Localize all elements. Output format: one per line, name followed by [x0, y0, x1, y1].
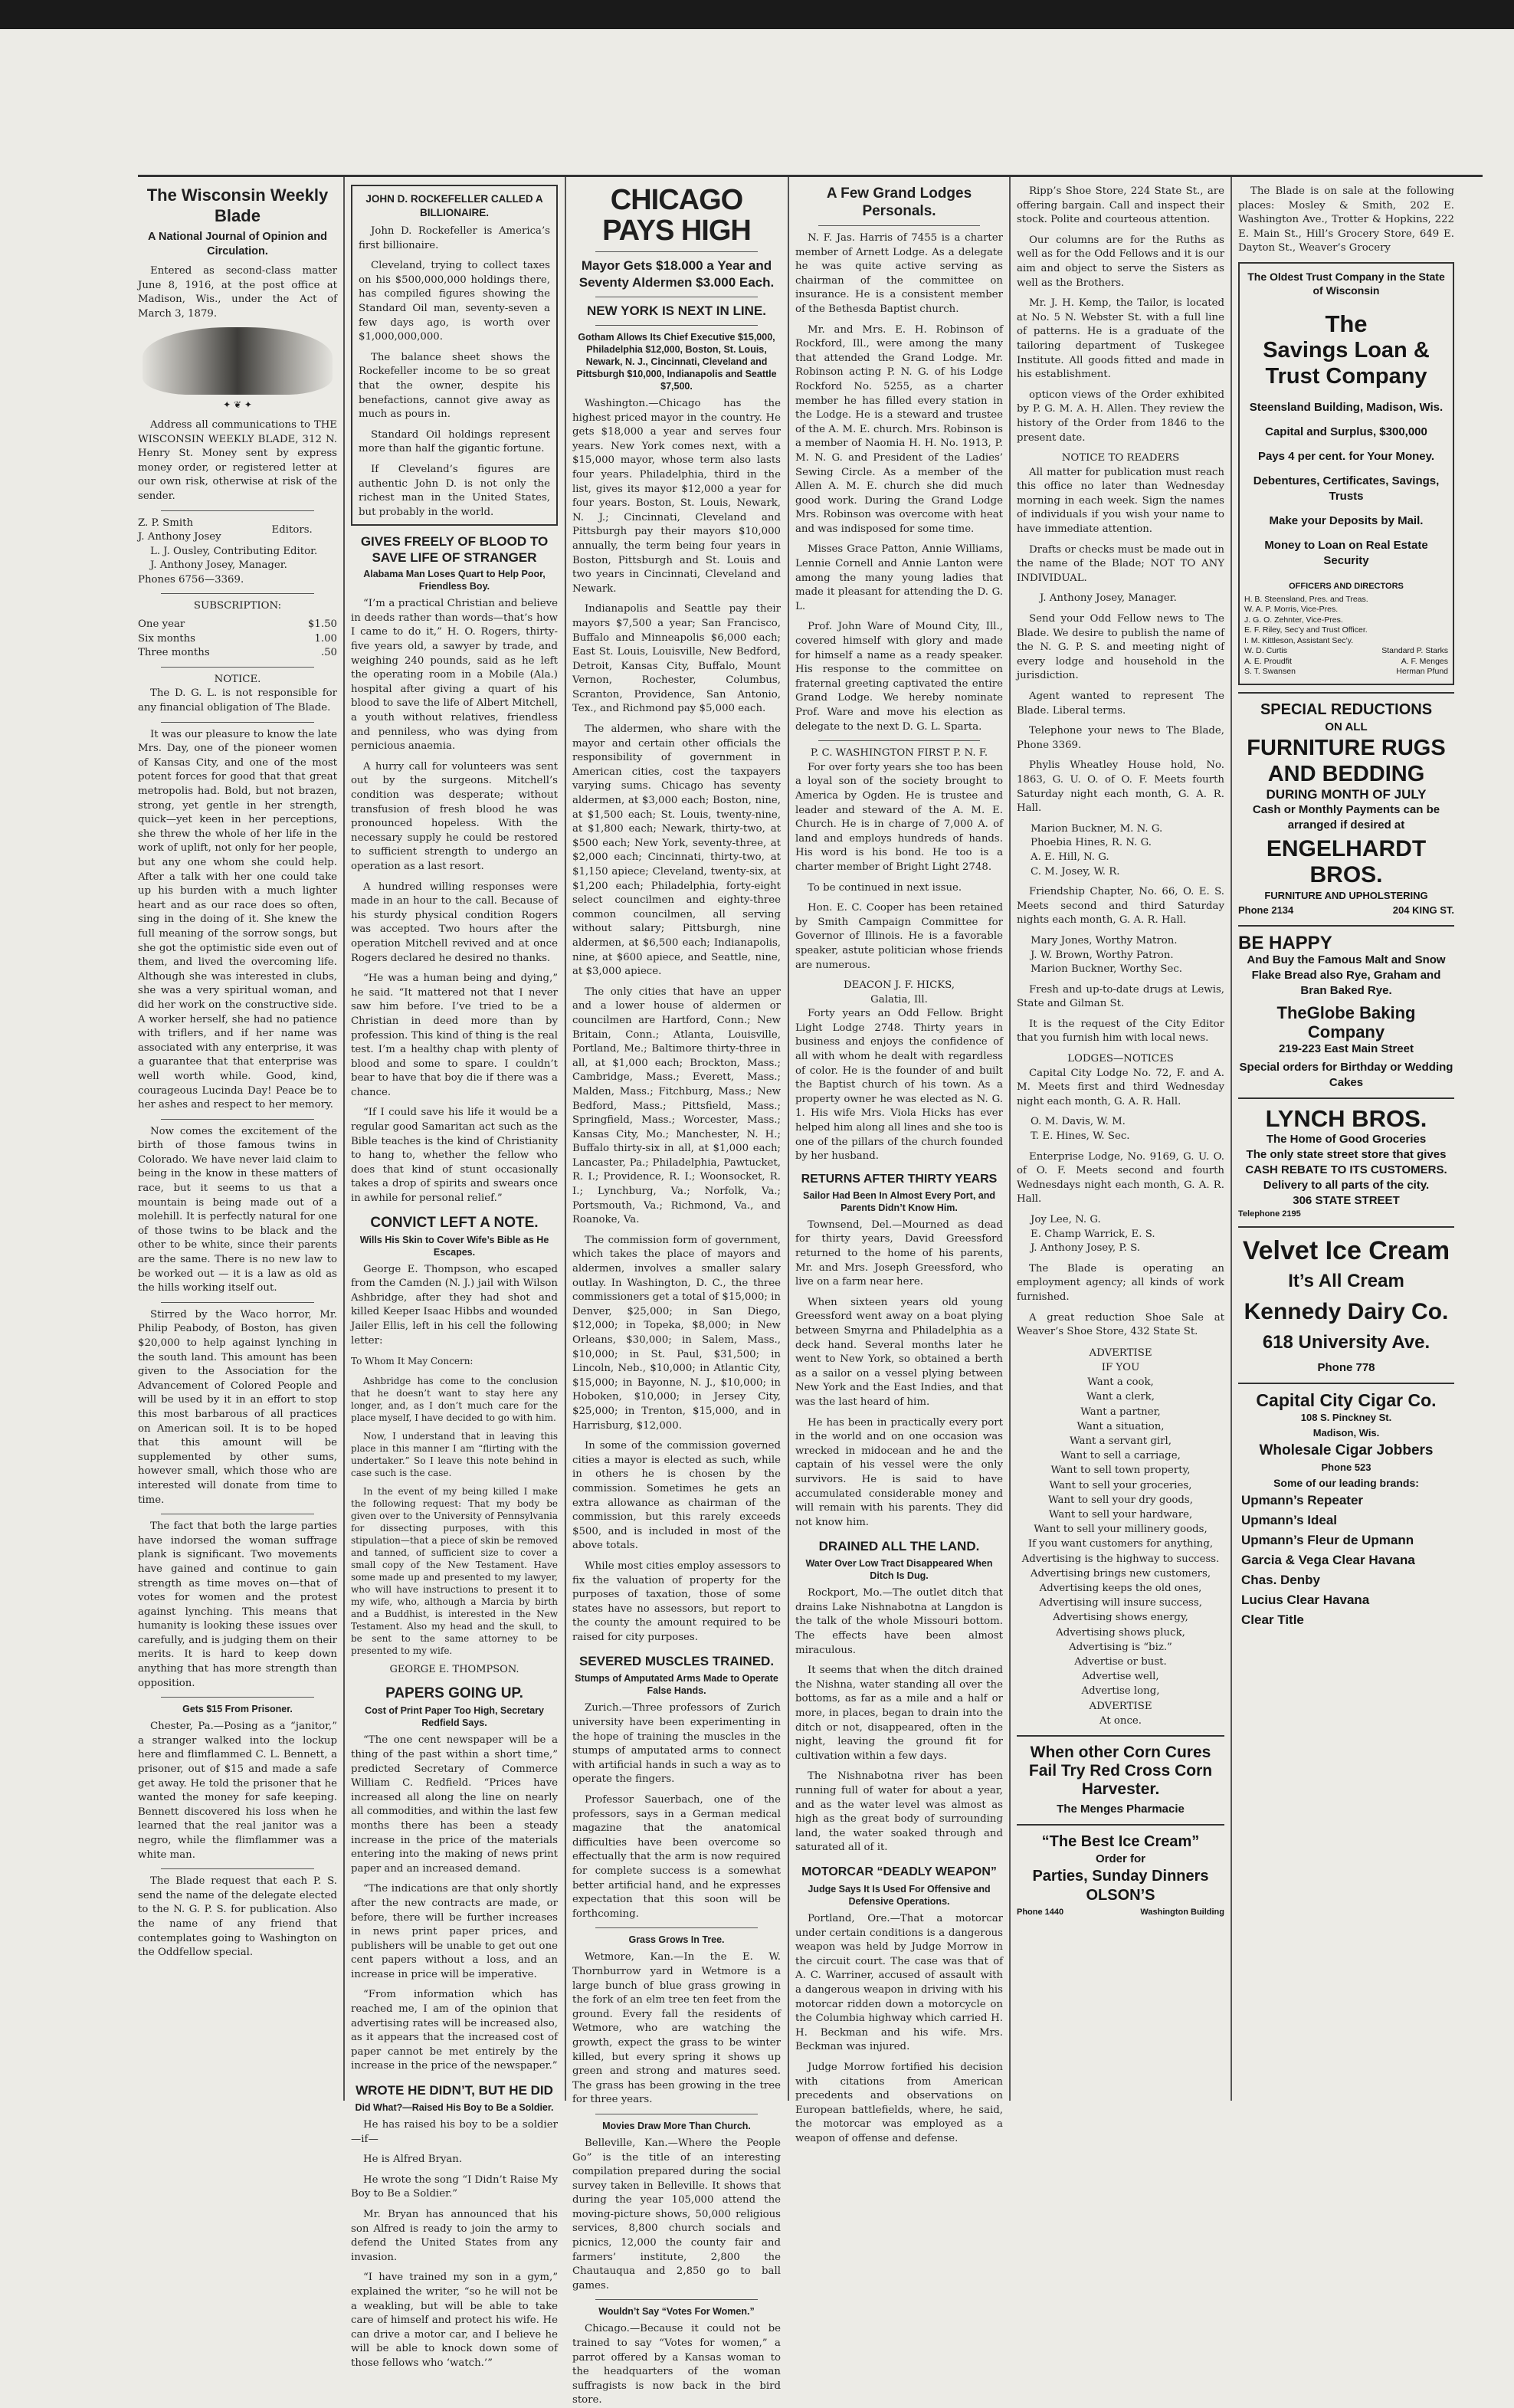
returns-paragraph: He has been in practically every port in the world and on one occasion was wrecked in midocean and he and the captain of his vessel were the only survivors. He is said to have accumulated considerable money and will remain with his parents. They did not know him.: [795, 1416, 1003, 1528]
menges-name: The Menges Pharmacie: [1057, 1803, 1185, 1816]
divider: [161, 1119, 314, 1120]
list-item: Advertising keeps the old ones,: [1039, 1583, 1202, 1594]
rockefeller-paragraph: John D. Rockefeller is America’s first billionaire.: [359, 225, 550, 251]
officer-name: C. M. Josey, W. R.: [1031, 865, 1120, 878]
advertise-list: [1017, 1346, 1224, 1728]
divider: [1238, 692, 1454, 694]
votes-headline: Wouldn’t Say “Votes For Women.”: [598, 2306, 755, 2318]
bank-ad: [1238, 262, 1454, 685]
olson-footer: [1017, 1905, 1224, 1920]
engelhardt-name: ENGELHARDT BROS.: [1266, 835, 1427, 887]
cigar-brands-title: Some of our leading brands:: [1273, 1476, 1419, 1489]
list-item: Want a cook,: [1087, 1376, 1154, 1389]
engelhardt-on-all: ON ALL: [1325, 720, 1368, 733]
wrote-headline: WROTE HE DIDN’T, BUT HE DID: [356, 2083, 553, 2098]
wrote-paragraph: Mr. Bryan has announced that his son Alfred is ready to join the army to defend the United States from any invasion.: [351, 2209, 558, 2263]
divider: [1238, 1383, 1454, 1384]
convict-letter: To Whom It May Concern:: [351, 1356, 474, 1367]
list-item: Lucius Clear Havana: [1241, 1592, 1370, 1607]
drained-paragraph: Rockport, Mo.—The outlet ditch that drains Lake Nishnabotna at Langdon is the talk of the whole Missouri bottom. The effects have been almost miraculous.: [795, 1587, 1003, 1656]
globe-address: 219-223 East Main Street: [1279, 1042, 1414, 1055]
advertise-if: IF YOU: [1101, 1361, 1140, 1373]
engelhardt-address: 204 KING ST.: [1392, 904, 1454, 916]
list-item: If you want customers for anything,: [1027, 1538, 1214, 1550]
officer-name: J. Anthony Josey, P. S.: [1031, 1242, 1140, 1255]
list-item: Want to sell your millinery goods,: [1034, 1524, 1208, 1536]
engelhardt-special: SPECIAL REDUCTIONS: [1260, 700, 1433, 718]
officer-name: T. E. Hines, W. Sec.: [1031, 1130, 1130, 1143]
convict-paragraph: George E. Thompson, who escaped from the Camden (N. J.) jail with Wilson Ashbridge, after they had shot and killed Keeper Isaac Hibbs and wounded Jailer Ellis, left in his cell the following letter:: [351, 1263, 558, 1347]
column-2: [351, 185, 558, 2369]
engelhardt-footer: [1238, 904, 1454, 918]
rockefeller-paragraph: If Cleveland’s figures are authentic John D. is not only the richest man in the United States, but probably in the world.: [359, 463, 550, 518]
column-rule: [343, 177, 345, 2101]
capital-lodge-notice: Capital City Lodge No. 72, F. and A. M. Meets first and third Wednesday night each month, G. A. R. Hall.: [1017, 1067, 1224, 1107]
list-item: Advertising shows energy,: [1053, 1612, 1188, 1624]
phylis-notice: Phylis Wheatley House hold, No. 1863, G. U. O. of O. F. Meets fourth Saturday night each month, G. A. R. Hall.: [1017, 759, 1224, 815]
chicago-subheadline: Mayor Gets $18.000 a Year and Seventy Aldermen $3.000 Each.: [578, 258, 775, 290]
list-item: Garcia & Vega Clear Havana: [1241, 1552, 1415, 1567]
subscription-price: 1.00: [314, 632, 337, 645]
papers-paragraph: “The one cent newspaper will be a thing of the past within a short time,” predicted Secretary of Commerce William C. Redfield. “Prices have increased all along the line on nearly all commodities, and within the last few months there has been a steady increase in the price of the materials entering into the making of news print paper and an increased demand.: [351, 1734, 558, 1875]
officer-name: W. A. P. Morris, Vice-Pres.: [1244, 605, 1339, 615]
column-rule: [565, 177, 566, 2101]
subscription-term: Six months: [138, 632, 195, 645]
engelhardt-goods: FURNITURE RUGS AND BEDDING: [1247, 735, 1446, 786]
advertise-title: ADVERTISE: [1089, 1347, 1152, 1359]
contributing-editor: L. J. Ousley, Contributing Editor.: [150, 545, 318, 557]
washington-paragraph: Hon. E. C. Cooper has been retained by Smith Campaign Committee for Governor of Illinois. He is a favorable speaker, astute politician whose friends are numerous.: [795, 902, 1003, 971]
convict-letter: In the event of my being killed I make the following request: That my body be given over to the University of Pennsylvania for dissecting purposes, with this stipulation—that a piece of skin be removed and tanned, of sufficient size to cover a small copy of the New Testament. Have some made up and presented to my lawyer, who will have instructions to present it to my wife, who, although a Marcia by birth and a Buddhist, is interested in the New Testament. Also my head and the skull, to be sent to the same attorney to be presented to my wife.: [351, 1485, 558, 1656]
officer-name: J. W. Brown, Worthy Patron.: [1031, 949, 1174, 961]
column-6: [1238, 185, 1454, 2101]
divider: [161, 1302, 314, 1303]
washington-headline: P. C. WASHINGTON FIRST P. N. F.: [810, 747, 988, 759]
subscription-term: One year: [138, 618, 185, 631]
bank-capital: Capital and Surplus, $300,000: [1265, 425, 1427, 438]
divider: [161, 1697, 314, 1698]
engelhardt-ad: [1238, 700, 1454, 918]
rockefeller-box: [351, 185, 558, 526]
wrote-paragraph: He has raised his boy to be a soldier—if—: [351, 2119, 558, 2145]
list-item: Want to sell your groceries,: [1049, 1479, 1192, 1491]
olson-headline: “The Best Ice Cream”: [1041, 1833, 1200, 1851]
olson-parties: Parties, Sunday Dinners: [1032, 1868, 1209, 1885]
officer-name: I. M. Kittleson, Assistant Sec’y.: [1244, 635, 1354, 645]
returns-subheadline: Sailor Had Been In Almost Every Port, and Parents Didn’t Know Him.: [803, 1189, 995, 1213]
ruths-notice: Our columns are for the Ruths as well as for the Odd Fellows and it is our aim and object to serve the Sisters as well as the Brothers.: [1017, 234, 1224, 289]
bank-loans: Money to Loan on Real Estate Security: [1264, 538, 1428, 567]
divider: [161, 1868, 314, 1869]
officer-name: Joy Lee, N. G.: [1031, 1214, 1101, 1225]
director-name: A. E. Proudfit: [1244, 656, 1292, 666]
director-name: S. T. Swansen: [1244, 667, 1296, 677]
city-editor-notice: It is the request of the City Editor that you furnish him with local news.: [1017, 1018, 1224, 1045]
lodges-paragraph: Prof. John Ware of Mound City, Ill., covered himself with glory and made for himself a name as a ready speaker. His response to the committee on fraternal greeting captivated the entire Grand Lodge. We hereby nominate Prof. Ware and move his election as delegate to the next D. G. L. Sparta.: [795, 621, 1003, 733]
list-item: Want a partner,: [1080, 1406, 1161, 1418]
chicago-paragraph: The commission form of government, which takes the place of mayors and aldermen, involves a smaller salary outlay. In Washington, D. C., the three commissioners get a total of $15,000; in Denver, $25,000; in San Diego, $12,000; in Topeka, $8,000; in New Orleans, $30,000; in Salem, Mass., $10,000; in St. Paul, $31,500; in Lincoln, Neb., $10,000; in Atlantic City, $15,000; in Bayonne, N. J., $10,000; in Hoboken, $10,000; in Jersey City, $25,000; in Trenton, $15,000, and in Harrisburg, $12,000.: [572, 1234, 781, 1432]
divider: [1238, 925, 1454, 927]
column-5: [1017, 185, 1224, 2101]
officer-name: Phoebia Hines, R. N. G.: [1031, 837, 1152, 849]
returns-paragraph: When sixteen years old young Greessford went away on a boat plying between Smyrna and Philadelphia as a deck hand. Several months later he went to New York, so obtained a berth as a sailor on a vessel plying between New York and the East Indies, and that was the last heard of him.: [795, 1296, 1003, 1408]
employment-notice: The Blade is operating an employment agency; all kinds of work furnished.: [1017, 1262, 1224, 1303]
readers-headline: NOTICE TO READERS: [1061, 452, 1180, 464]
globe-name: TheGlobe Baking Company: [1276, 1002, 1416, 1042]
convict-letter: Ashbridge has come to the conclusion that he doesn’t want to stay here any longer, and, as I don’t much care for the place myself, I have decided to go with him.: [351, 1375, 558, 1423]
divider: [1017, 1735, 1224, 1737]
rockefeller-paragraph: The balance sheet shows the Rockefeller income to be so great that the owner, despite his benefactions, cannot give away as much as pours in.: [359, 351, 550, 421]
cigar-city: Madison, Wis.: [1312, 1426, 1380, 1439]
blood-paragraph: “I’m a practical Christian and believe in deeds rather than words—that’s how I came to do it,” H. O. Rogers, thirty-five years old, a sawyer by trade, and weighing 240 pounds, said as he left the operating room in a Mobile (Ala.) hospital after giving a quart of his blood to save the life of Albert Mitchell, a youth without relatives, friendless and penniless, who was dying from pernicious anaemia.: [351, 598, 558, 753]
divider: [1017, 1824, 1224, 1826]
motorcar-subheadline: Judge Says It Is Used For Offensive and Defensive Operations.: [808, 1883, 991, 1907]
chicago-paragraph: Indianapolis and Seattle pay their mayors $7,500 a year; San Francisco, Buffalo and Minneapolis $6,000 each; East St. Louis, Louisville, New Bedford, Detroit, Kansas City, Buffalo, Mount Vernon, Rochester, Columbus, Scranton, Providence, San Antonio, Tex., and Richmond pay $5,000 each.: [572, 603, 781, 715]
convict-subheadline: Wills His Skin to Cover Wife’s Bible as He Escapes.: [359, 1234, 549, 1258]
officer-name: O. M. Davis, W. M.: [1031, 1116, 1126, 1128]
editor-name: Z. P. Smith: [138, 517, 194, 529]
rockefeller-paragraph: Cleveland, trying to collect taxes on his $500,000,000 holdings there, has compiled figures showing the Standard Oil man, seventy-seven a few days ago, is worth over $1,000,000,000.: [359, 260, 550, 343]
opticon-notice: opticon views of the Order exhibited by P. G. M. A. H. Allen. They review the history of the Order from 1846 to the present date.: [1017, 389, 1224, 444]
list-item: Advertising is “biz.”: [1069, 1641, 1172, 1653]
hicks-story: Forty years an Odd Fellow. Bright Light Lodge 2748. Thirty years in business and enjoys the confidence of all with whom he dealt with regardless of color. He is the founder of and built the Baptist church of his town. As a property owner he was elected as N. G. 1. His wife Mrs. Viola Hicks has ever helped him along all lines and she too is one of the pillars of the church founded by her husband.: [795, 1008, 1003, 1163]
hicks-place: Galatia, Ill.: [870, 993, 928, 1006]
subscription-row: [138, 646, 337, 661]
manager: J. Anthony Josey, Manager.: [150, 559, 287, 572]
ripp-notice: Ripp’s Shoe Store, 224 State St., are offering bargain. Call and inspect their stock. Polite and courteous attention.: [1017, 185, 1224, 226]
officer-name: A. E. Hill, N. G.: [1031, 851, 1109, 863]
bank-name: Savings Loan & Trust Company: [1263, 337, 1430, 389]
director-row: [1244, 667, 1448, 677]
engelhardt-service: FURNITURE AND UPHOLSTERING: [1264, 889, 1428, 901]
wrote-subheadline: Did What?—Raised His Boy to Be a Soldier.: [355, 2102, 554, 2114]
lynch-name: LYNCH BROS.: [1265, 1104, 1427, 1132]
washington-paragraph: For over forty years she too has been a loyal son of the society brought to America by Ogden. He is trustee and leader and steward of the A. M. E. Church. He is in charge of 7,000 A. of land and employs hundreds of hands. His word is his bond. He too is a charter member of Bright Light 2748.: [795, 761, 1003, 873]
wrote-paragraph: He wrote the song “I Didn’t Raise My Boy to Be a Soldier.”: [351, 2173, 558, 2200]
chicago-subheadline-2: NEW YORK IS NEXT IN LINE.: [587, 303, 766, 318]
staff-table: [138, 517, 337, 545]
chicago-paragraph: The only cities that have an upper and a lower house of aldermen or councilmen are Hartford, Conn.; New Britain, Conn.; Atlanta, Louisville, Portland, Me.; Baltimore thirty-three in all, at $1,000 each; Brockton, Mass.; Cambridge, Mass.; Everett, Mass.; Malden, Mass.; Fitchburg, Mass.; New Bedford, Mass.; Pittsfield, Mass.; Springfield, Mass.; Worcester, Mass.; Kansas City, Mo.; Manchester, N. H.; Buffalo thirty-six in all, at $1,000 each; Lancaster, Pa.; Philadelphia, Pawtucket, R. I.; Providence, R. I.; Woonsocket, R. I.; Lynchburg, Va.; Norfolk, Va.; Portsmouth, Va.; Richmond, Va., and Roanoke, Va.: [572, 986, 781, 1226]
washington-paragraph: To be continued in next issue.: [808, 881, 962, 894]
kemp-notice: Mr. J. H. Kemp, the Tailor, is located at No. 5 N. Webster St. with a full line of patterns. He is a graduate of the tailoring department of Tuskegee Institute. All goods fitted and made in his establishment.: [1017, 297, 1224, 381]
menges-ad: [1017, 1744, 1224, 1817]
convict-letter: Now, I understand that in leaving this place in this manner I am “flirting with the undertaker.” So I leave this note behind in case such is the case.: [351, 1430, 558, 1478]
list-item: Advertising brings new customers,: [1030, 1567, 1211, 1580]
divider: [595, 2299, 758, 2300]
column-rule: [1231, 177, 1232, 2101]
chicago-subheadline-3: Gotham Allows Its Chief Executive $15,000, Philadelphia $12,000, Boston, St. Louis, Newark, N. J., Cincinnati, Cleveland and Pittsburgh $10,000, Indianapolis and Seattle $7,500.: [576, 332, 777, 392]
grass-headline: Grass Grows In Tree.: [628, 1934, 725, 1946]
blade-places: The Blade is on sale at the following places: Mosley & Smith, 202 E. Washington Ave., Trotter & Hopkins, 222 E. Main St., Hill’s Grocery Store, 649 E. Dayton St., Weaver’s Grocery: [1238, 185, 1454, 254]
kennedy-address: 618 University Ave.: [1262, 1331, 1430, 1353]
bank-officers-title: OFFICERS AND DIRECTORS: [1289, 581, 1404, 591]
engelhardt-month: DURING MONTH OF JULY: [1266, 786, 1427, 802]
globe-special: Special orders for Birthday or Wedding Cakes: [1239, 1060, 1453, 1089]
blood-paragraph: “If I could save his life it would be a regular good Samaritan act such as the Bible teaches is the kind of Christianity to hang to, whether the fellow who does that kind of stunt occasionally takes a drop of spirits and swears once in awhile for personal relief.”: [351, 1107, 558, 1205]
motorcar-paragraph: Judge Morrow fortified his decision with citations from American precedents and observations on European battlefields, where, he said, the motorcar was employed as a weapon of offense and defense.: [795, 2061, 1003, 2144]
editorial-peabody: Stirred by the Waco horror, Mr. Philip Peabody, of Boston, has given $20,000 to help against lynching in the south land. This amount has been given to the Association for the Advancement of Colored People and will be used by it in an effort to stop this most barbarous of all practices on American soil. It is to be hoped that this amount will be supplemented by other sums, however small, which those who are interested will donate from time to time.: [138, 1308, 337, 1506]
blood-paragraph: “He was a human being and dying,” he said. “It mattered not that I never saw him before. I’ve tried to be a Christian in deed more than by profession. This kind of thing is the real test. I’m a healthy chap with plenty of blood and some to spare. I couldn’t bear to have that boy die if there was a chance.: [351, 973, 558, 1098]
papers-headline: PAPERS GOING UP.: [385, 1685, 523, 1702]
lynch-line: The only state street store that gives CASH REBATE TO ITS CUSTOMERS.: [1245, 1147, 1447, 1176]
bank-name: The: [1325, 310, 1368, 337]
list-item: Advertise well,: [1082, 1671, 1159, 1683]
list-item: Advertise or bust.: [1074, 1656, 1167, 1668]
entry-notice: Entered as second-class matter June 8, 1916, at the post office at Madison, Wis., under the Act of March 3, 1879.: [138, 265, 337, 320]
column-rule: [1009, 177, 1011, 2101]
list-item: Advertising shows pluck,: [1056, 1626, 1185, 1639]
olson-building: Washington Building: [1140, 1908, 1224, 1918]
telephone-notice: Telephone your news to The Blade, Phone 3369.: [1017, 725, 1224, 751]
convict-headline: CONVICT LEFT A NOTE.: [370, 1214, 539, 1231]
oddfellow-notice: Send your Odd Fellow news to The Blade. We desire to publish the name of the N. G. P. S. and meeting night of every lodge and household in the jurisdiction.: [1017, 613, 1224, 682]
list-item: Want to sell town property,: [1050, 1465, 1191, 1477]
editorial-suffrage: The fact that both the large parties have indorsed the woman suffrage plank is significant. Two movements have gained and continue to gain strength as time moves on—that of votes for women and the protest against lynching. This means that humanity is looking these issues over carefully, and is judging them on their merits. It is hard to keep down anything that has more strength than opposition.: [138, 1521, 337, 1689]
column-4: [795, 185, 1003, 2144]
subscription-row: [138, 618, 337, 632]
list-item: Advertise long,: [1081, 1685, 1160, 1698]
lodges-headline: A Few Grand Lodges Personals.: [826, 185, 972, 219]
papers-paragraph: “The indications are that only shortly after the new contracts are made, or before, there will be further increases in news print paper prices, and publishers will be unable to get out one cent papers without a loss, and an increase in price will be imperative.: [351, 1883, 558, 1980]
cigar-address: 108 S. Pinckney St.: [1300, 1411, 1392, 1423]
director-name: Standard P. Starks: [1381, 646, 1448, 656]
list-item: Want to sell your hardware,: [1048, 1508, 1193, 1521]
bank-interest: Pays 4 per cent. for Your Money.: [1257, 449, 1435, 463]
list-item: Want to sell your dry goods,: [1048, 1494, 1193, 1506]
divider: [595, 1927, 758, 1928]
column-1: [138, 185, 337, 2101]
cigar-phone: Phone 523: [1321, 1461, 1371, 1473]
list-item: Want a servant girl,: [1070, 1435, 1172, 1447]
list-item: Upmann’s Ideal: [1241, 1512, 1338, 1527]
lynch-address: 306 STATE STREET: [1293, 1193, 1400, 1207]
blood-paragraph: A hurry call for volunteers was sent out by the surgeons. Mitchell’s condition was desperate; without transfusion of fresh blood he was pronounced hopeless. With the necessary supply he could be restored to sufficient strength to undergo an operation as a last resort.: [351, 760, 558, 872]
rockefeller-headline: JOHN D. ROCKEFELLER CALLED A BILLIONAIRE.: [365, 193, 543, 218]
address-notice: Address all communications to THE WISCONSIN WEEKLY BLADE, 312 N. Henry St. Money sent by express money order, or registered letter at our own risk, otherwise at risk of the sender.: [138, 418, 337, 502]
globe-text: And Buy the Famous Malt and Snow Flake Bread also Rye, Graham and Bran Baked Rye.: [1247, 953, 1446, 997]
eagle-icon: [143, 327, 333, 395]
lodges-notice-headline: LODGES—NOTICES: [1067, 1053, 1174, 1065]
divider: [595, 251, 758, 252]
motorcar-paragraph: Portland, Ore.—That a motorcar under certain conditions is a dangerous weapon was held by Judge Morrow in the circuit court. The case was that of A. C. Warriner, accused of assault with a dangerous weapon in driving with his motorcar ridden down a motorcycle on the Columbia highway which carried H. H. Beckman and his wife. Mrs. Beckman was injured.: [795, 1912, 1003, 2053]
olson-phone: Phone 1440: [1017, 1908, 1064, 1918]
muscles-subheadline: Stumps of Amputated Arms Made to Operate False Hands.: [575, 1673, 778, 1697]
friendship-notice: Friendship Chapter, No. 66, O. E. S. Meets second and third Saturday nights each month, G. A. R. Hall.: [1017, 886, 1224, 927]
notice-text: The D. G. L. is not responsible for any financial obligation of The Blade.: [138, 687, 337, 714]
divider: [161, 722, 314, 723]
lynch-line: Delivery to all parts of the city.: [1263, 1178, 1430, 1192]
bank-deposits: Make your Deposits by Mail.: [1269, 513, 1424, 527]
editors-label: Editors.: [271, 523, 313, 536]
olson-name: OLSON’S: [1086, 1887, 1155, 1904]
subscription-row: [138, 632, 337, 647]
list-item: Clear Title: [1241, 1612, 1304, 1627]
movies-headline: Movies Draw More Than Church.: [602, 2120, 751, 2131]
olson-ad: [1017, 1832, 1224, 1920]
divider: [161, 510, 314, 511]
director-row: [1244, 657, 1448, 668]
blade-request: The Blade request that each P. S. send the name of the delegate elected to the N. G. P. S. for publication. Also the name of any friend that contemplates going to Washington on the Oddfellow special.: [138, 1875, 337, 1959]
officer-name: E. F. Riley, Sec’y and Trust Officer.: [1244, 625, 1368, 635]
papers-paragraph: “From information which has reached me, I am of the opinion that advertising rates will be increased also, as it appears that the increased cost of paper cannot be met entirely by the increase in the price of the newspaper.”: [351, 1989, 558, 2072]
kennedy-tagline: It’s All Cream: [1288, 1270, 1404, 1291]
cigar-jobbers: Wholesale Cigar Jobbers: [1259, 1442, 1434, 1458]
bank-officers: [1244, 595, 1448, 677]
motorcar-headline: MOTORCAR “DEADLY WEAPON”: [801, 1865, 997, 1878]
director-name: W. D. Curtis: [1244, 646, 1288, 656]
votes-story: Chicago.—Because it could not be trained to say “Votes for women,” a parrot offered by a Kansas woman to the headquarters of the woman suffragists is now back in the bird store.: [572, 2323, 781, 2406]
officer-name: E. Champ Warrick, E. S.: [1031, 1228, 1155, 1240]
wrote-paragraph: He is Alfred Bryan.: [363, 2154, 463, 2166]
divider: [818, 225, 980, 226]
capital-lodge-officers: [1017, 1115, 1224, 1143]
director-row: [1244, 646, 1448, 657]
blood-subheadline: Alabama Man Loses Quart to Help Poor, Friendless Boy.: [363, 569, 546, 592]
drained-paragraph: The Nishnabotna river has been running full of water for about a year, and as the water level was almost as high as the great body of surrounding land, the water soaked through and saturated all of it.: [795, 1770, 1003, 1854]
officer-name: J. G. O. Zehnter, Vice-Pres.: [1244, 615, 1343, 625]
readers-signature: J. Anthony Josey, Manager.: [1040, 592, 1177, 605]
officer-name: Marion Buckner, M. N. G.: [1031, 822, 1163, 835]
kennedy-phone: Phone 778: [1317, 1360, 1375, 1374]
list-item: Chas. Denby: [1241, 1572, 1320, 1587]
list-item: Want to sell a carriage,: [1060, 1450, 1181, 1462]
lynch-line: The Home of Good Groceries: [1266, 1132, 1427, 1146]
cigar-ad: [1238, 1391, 1454, 1630]
drained-paragraph: It seems that when the ditch drained the Nishna, water standing all over the bottoms, as far as a mile and a half or more, in places, began to drain into the ditch or not, disappeared, often in the night, leaving the ground fit for cultivation within a few days.: [795, 1665, 1003, 1762]
divider: [818, 740, 980, 741]
list-item: At once.: [1099, 1714, 1142, 1727]
chicago-paragraph: The aldermen, who share with the mayor and certain other officials the responsibility of government in American cities, cost the taxpayers varying sums. Chicago has seventy aldermen, at $3,000 each; Boston, nine, at $1,500 each; St. Louis, twenty-nine, at $1,800 each; Newark, thirty-two, at $500 each; New York, seventy-three, at $2,000 each; Cincinnati, thirty-two, at $1,150 apiece; Cleveland, twenty-six, at $1,200 each; Philadelphia, forty-eight select councilmen and eighty-three common councilmen, all serving without salary; Pittsburgh, nine aldermen, at $6,500 each; Indianapolis, nine, at $600 apiece, and Seattle, nine, at $3,000 apiece.: [572, 723, 781, 978]
returns-headline: RETURNS AFTER THIRTY YEARS: [801, 1172, 998, 1186]
director-name: A. F. Menges: [1401, 656, 1448, 666]
blood-headline: GIVES FREELY OF BLOOD TO SAVE LIFE OF STRANGER: [360, 534, 549, 566]
masthead-title: The Wisconsin Weekly Blade: [146, 185, 329, 225]
lynch-phone: Telephone 2195: [1238, 1209, 1301, 1219]
cigar-name: Capital City Cigar Co.: [1256, 1389, 1437, 1410]
muscles-paragraph: Professor Sauerbach, one of the professors, says in a German medical magazine that the anatomical difficulties have been overcome so effectually that the arm is now required for complete success is a somewhat better artificial hand, and he expresses expectation that this soon will be forthcoming.: [572, 1794, 781, 1920]
drugs-notice: Fresh and up-to-date drugs at Lewis, State and Gilman St.: [1017, 983, 1224, 1010]
agent-notice: Agent wanted to represent The Blade. Liberal terms.: [1017, 691, 1224, 717]
list-item: ADVERTISE: [1089, 1700, 1152, 1712]
divider: [595, 325, 758, 326]
shoe-sale-notice: A great reduction Shoe Sale at Weaver’s Shoe Store, 432 State St.: [1017, 1311, 1224, 1338]
newspaper-page: [138, 175, 1483, 2406]
bank-debentures: Debentures, Certificates, Savings, Trusts: [1253, 474, 1440, 503]
divider: [161, 667, 314, 668]
lodges-paragraph: N. F. Jas. Harris of 7455 is a charter member of Arnett Lodge. As a delegate he was quite active serving as chairman of the committee on insurance. He is a consistent member of the Bethesda Baptist church.: [795, 232, 1003, 315]
convict-signature: GEORGE E. THOMPSON.: [389, 1663, 519, 1675]
officer-name: Mary Jones, Worthy Matron.: [1031, 934, 1178, 946]
menges-headline: When other Corn Cures Fail Try Red Cross Corn Harvester.: [1028, 1744, 1213, 1799]
chicago-paragraph: Washington.—Chicago has the highest priced mayor in the country. He gets $18,000 a year and serves four years. New York comes next, with a $15,000 mayor, whose term also lasts four years. Philadelphia, third in the list, gives its mayor $12,000 a year for four years. Boston, St. Louis, Newark, N. J.; Cincinnati, Cleveland and Pittsburgh pay their mayors $10,000 annually, the term being four years in Boston, Pittsburgh and St. Louis and two years in Cincinnati, Cleveland and Newark.: [572, 398, 781, 595]
engelhardt-payments: Cash or Monthly Payments can be arranged if desired at: [1252, 802, 1440, 832]
phylis-officers: [1017, 822, 1224, 879]
drained-headline: DRAINED ALL THE LAND.: [818, 1539, 980, 1554]
bank-tagline: The Oldest Trust Company in the State of Wisconsin: [1247, 270, 1445, 297]
globe-happy: BE HAPPY: [1238, 932, 1332, 953]
subscription-table: [138, 618, 337, 661]
editor-name: J. Anthony Josey: [138, 531, 221, 543]
subscription-price: $1.50: [307, 618, 337, 631]
list-item: Want a clerk,: [1086, 1391, 1155, 1403]
subscription-term: Three months: [138, 647, 210, 659]
kennedy-headline: Velvet Ice Cream: [1242, 1235, 1450, 1265]
readers-paragraph: Drafts or checks must be made out in the name of the Blade; NOT TO ANY INDIVIDUAL.: [1017, 543, 1224, 584]
chicago-headline: CHICAGO PAYS HIGH: [602, 184, 751, 247]
returns-paragraph: Townsend, Del.—Mourned as dead for thirty years, David Greessford returned to the home of his parents, Mr. and Mrs. Joseph Greessford, who live on a farm near here.: [795, 1219, 1003, 1288]
lynch-ad: [1238, 1106, 1454, 1219]
column-rule: [788, 177, 789, 2101]
phones: Phones 6756—3369.: [138, 573, 244, 586]
muscles-headline: SEVERED MUSCLES TRAINED.: [578, 1654, 775, 1669]
ornament-icon: ✦ ❦ ✦: [223, 399, 252, 411]
list-item: Advertising is the highway to success.: [1021, 1553, 1220, 1565]
blood-paragraph: A hundred willing responses were made in an hour to the call. Because of his sturdy physical condition Rogers was accepted. Two hours after the operation Mitchell revived and at once Rogers declared he desired no thanks.: [351, 881, 558, 964]
lodges-paragraph: Misses Grace Patton, Annie Williams, Lennie Cornell and Annie Lanton were among the many young ladies that made it pleasant for attending the D. G. L.: [795, 543, 1003, 612]
subscription-price: .50: [320, 647, 337, 659]
friendship-officers: [1017, 934, 1224, 977]
kennedy-ad: [1238, 1235, 1454, 1376]
divider: [1238, 1097, 1454, 1099]
hicks-headline: DEACON J. F. HICKS,: [843, 979, 955, 992]
enterprise-lodge-notice: Enterprise Lodge, No. 9169, G. U. O. of O. F. Meets second and fourth Wednesdays night each month, G. A. R. Hall.: [1017, 1150, 1224, 1206]
list-item: Advertising will insure success,: [1039, 1597, 1202, 1609]
globe-ad: [1238, 933, 1454, 1091]
wrote-paragraph: “I have trained my son in a gym,” explained the writer, “so he will not be a weakling, but will be able to take care of himself and protect his wife. He can drive a motor car, and I believe he will be able to knock down some of those fellows who ‘watch.’”: [351, 2272, 558, 2369]
engelhardt-phone: Phone 2134: [1238, 904, 1294, 916]
bank-building: Steensland Building, Madison, Wis.: [1249, 400, 1444, 414]
divider: [161, 593, 314, 594]
drained-subheadline: Water Over Low Tract Disappeared When Ditch Is Dug.: [805, 1558, 993, 1582]
muscles-paragraph: Zurich.—Three professors of Zurich university have been experimenting in the hope of training the muscles in the stumps of amputated arms to connect with artificial hands in such a way as to operate the fingers.: [572, 1702, 781, 1786]
column-3: [572, 184, 781, 2406]
papers-subheadline: Cost of Print Paper Too High, Secretary Redfield Says.: [365, 1705, 544, 1729]
officer-name: Marion Buckner, Worthy Sec.: [1031, 963, 1182, 976]
movies-story: Belleville, Kan.—Where the People Go” is the title of an interesting compilation prepared during the social survey taken in Belleville. It shows that during the year 105,000 attend the moving-picture shows, 50,000 religious services, 8,800 church socials and picnics, 12,000 the county fair and farmers’ institute, 2,800 the Chautauqua and 2,850 go to ball games.: [572, 2137, 781, 2292]
rockefeller-paragraph: Standard Oil holdings represent more than half the gigantic fortune.: [359, 428, 550, 455]
notice-title: NOTICE.: [214, 673, 261, 685]
lodges-paragraph: Mr. and Mrs. E. H. Robinson of Rockford, Ill., were among the many that attended the Grand Lodge. Mr. Robinson acting P. N. G. of his Lodge Rockford No. 5255, as a charter member he has filled every station in the Lodge. He is a steward and trustee of the A. M. E. church. Mrs. Robinson is a member of Naomia H. H. No. 1913, P. M. N. G. and President of the Ladies’ Sewing Circle. As a member of the Allen A. M. E. church she did much good work. During the Grand Lodge Mrs. Robinson was overcome with heat and was indisposed for some time.: [795, 323, 1003, 535]
prisoner-story: Chester, Pa.—Posing as a “janitor,” a stranger walked into the lockup here and flimflammed C. L. Bennett, a prisoner, out of $15 and made a safe get away. He told the prisoner that he wanted the money for safe keeping. Bennett discovered his loss when he learned that the real janitor was a negro, while the flimflammer was a white man.: [138, 1721, 337, 1861]
editorial-colorado-twins: Now comes the excitement of the birth of those famous twins in Colorado. We have never laid claim to being in the know in these matters of race, but it seems to us that a mountain is being made out of a molehill. It is perfectly natural for one of those twins to be black and the other to be white, since their parents are the same. There is no new law to be worked out — it is a law as old as the hills working itself out.: [138, 1125, 337, 1294]
cigar-brands: [1238, 1491, 1454, 1630]
kennedy-name: Kennedy Dairy Co.: [1244, 1298, 1449, 1324]
grass-story: Wetmore, Kan.—In the E. W. Thornburrow yard in Wetmore is a large bunch of blue grass growing in the fork of an elm tree ten feet from the ground. Every fall the residents of Wetmore, who are watching the growth, expect the grass to be winter killed, but every spring it shows up green and strong and matures seed. The grass has been growing in the tree for three years.: [572, 1951, 781, 2106]
chicago-paragraph: While most cities employ assessors to fix the valuation of property for the purposes of taxation, those of some states have no assessors, but report to the county the amount required to be raised for city purposes.: [572, 1560, 781, 1643]
editorial-mrs-day: It was our pleasure to know the late Mrs. Day, one of the pioneer women of Kansas City, and one of the most potent forces for good that that great metropolis had. Bold, but not brazen, strong, yet gentle in her strength, quick—yet keen in her perceptions, she threw the whole of her life in the work of uplift, not only for her people, but any one whom she could help. After a talk with her one could take up his burden with a much lighter heart and as our race does so often, sing in the doing of it. She knew the full meaning of the sorrow songs, but she got the optimistic side even out of them, and lived the overcoming life. Although she was interested in clubs, she was a very spiritual woman, and did her work on the constructive side. A worker herself, she had no patience with triflers, and if her name was associated with any enterprise, it was a guarantee that that enterprise was well worth while. Good, kind, courageous Lucinda Day! Peace be to her ashes and respect to her memory.: [138, 728, 337, 1111]
olson-order: Order for: [1095, 1852, 1145, 1866]
officer-name: H. B. Steensland, Pres. and Treas.: [1244, 594, 1368, 604]
readers-paragraph: All matter for publication must reach this office no later than Wednesday morning in each week. Sign the names of individuals if you wish your name to have immediate attention.: [1017, 466, 1224, 536]
prisoner-headline: Gets $15 From Prisoner.: [182, 1704, 293, 1715]
subscription-title: SUBSCRIPTION:: [193, 599, 282, 612]
list-item: Want a situation,: [1077, 1420, 1165, 1432]
list-item: Upmann’s Fleur de Upmann: [1241, 1532, 1414, 1547]
director-name: Herman Pfund: [1396, 667, 1448, 677]
scan-top-edge: [0, 0, 1514, 29]
list-item: Upmann’s Repeater: [1241, 1492, 1364, 1507]
enterprise-lodge-officers: [1017, 1213, 1224, 1256]
divider: [1238, 1226, 1454, 1228]
chicago-paragraph: In some of the commission governed cities a mayor is elected as such, while in others he is chosen by the commission. Sometimes he gets an extra allowance as chairman of the commission, but this rarely exceeds $500, and is included in most of the above totals.: [572, 1440, 781, 1552]
masthead-subtitle: A National Journal of Opinion and Circulation.: [148, 231, 327, 258]
